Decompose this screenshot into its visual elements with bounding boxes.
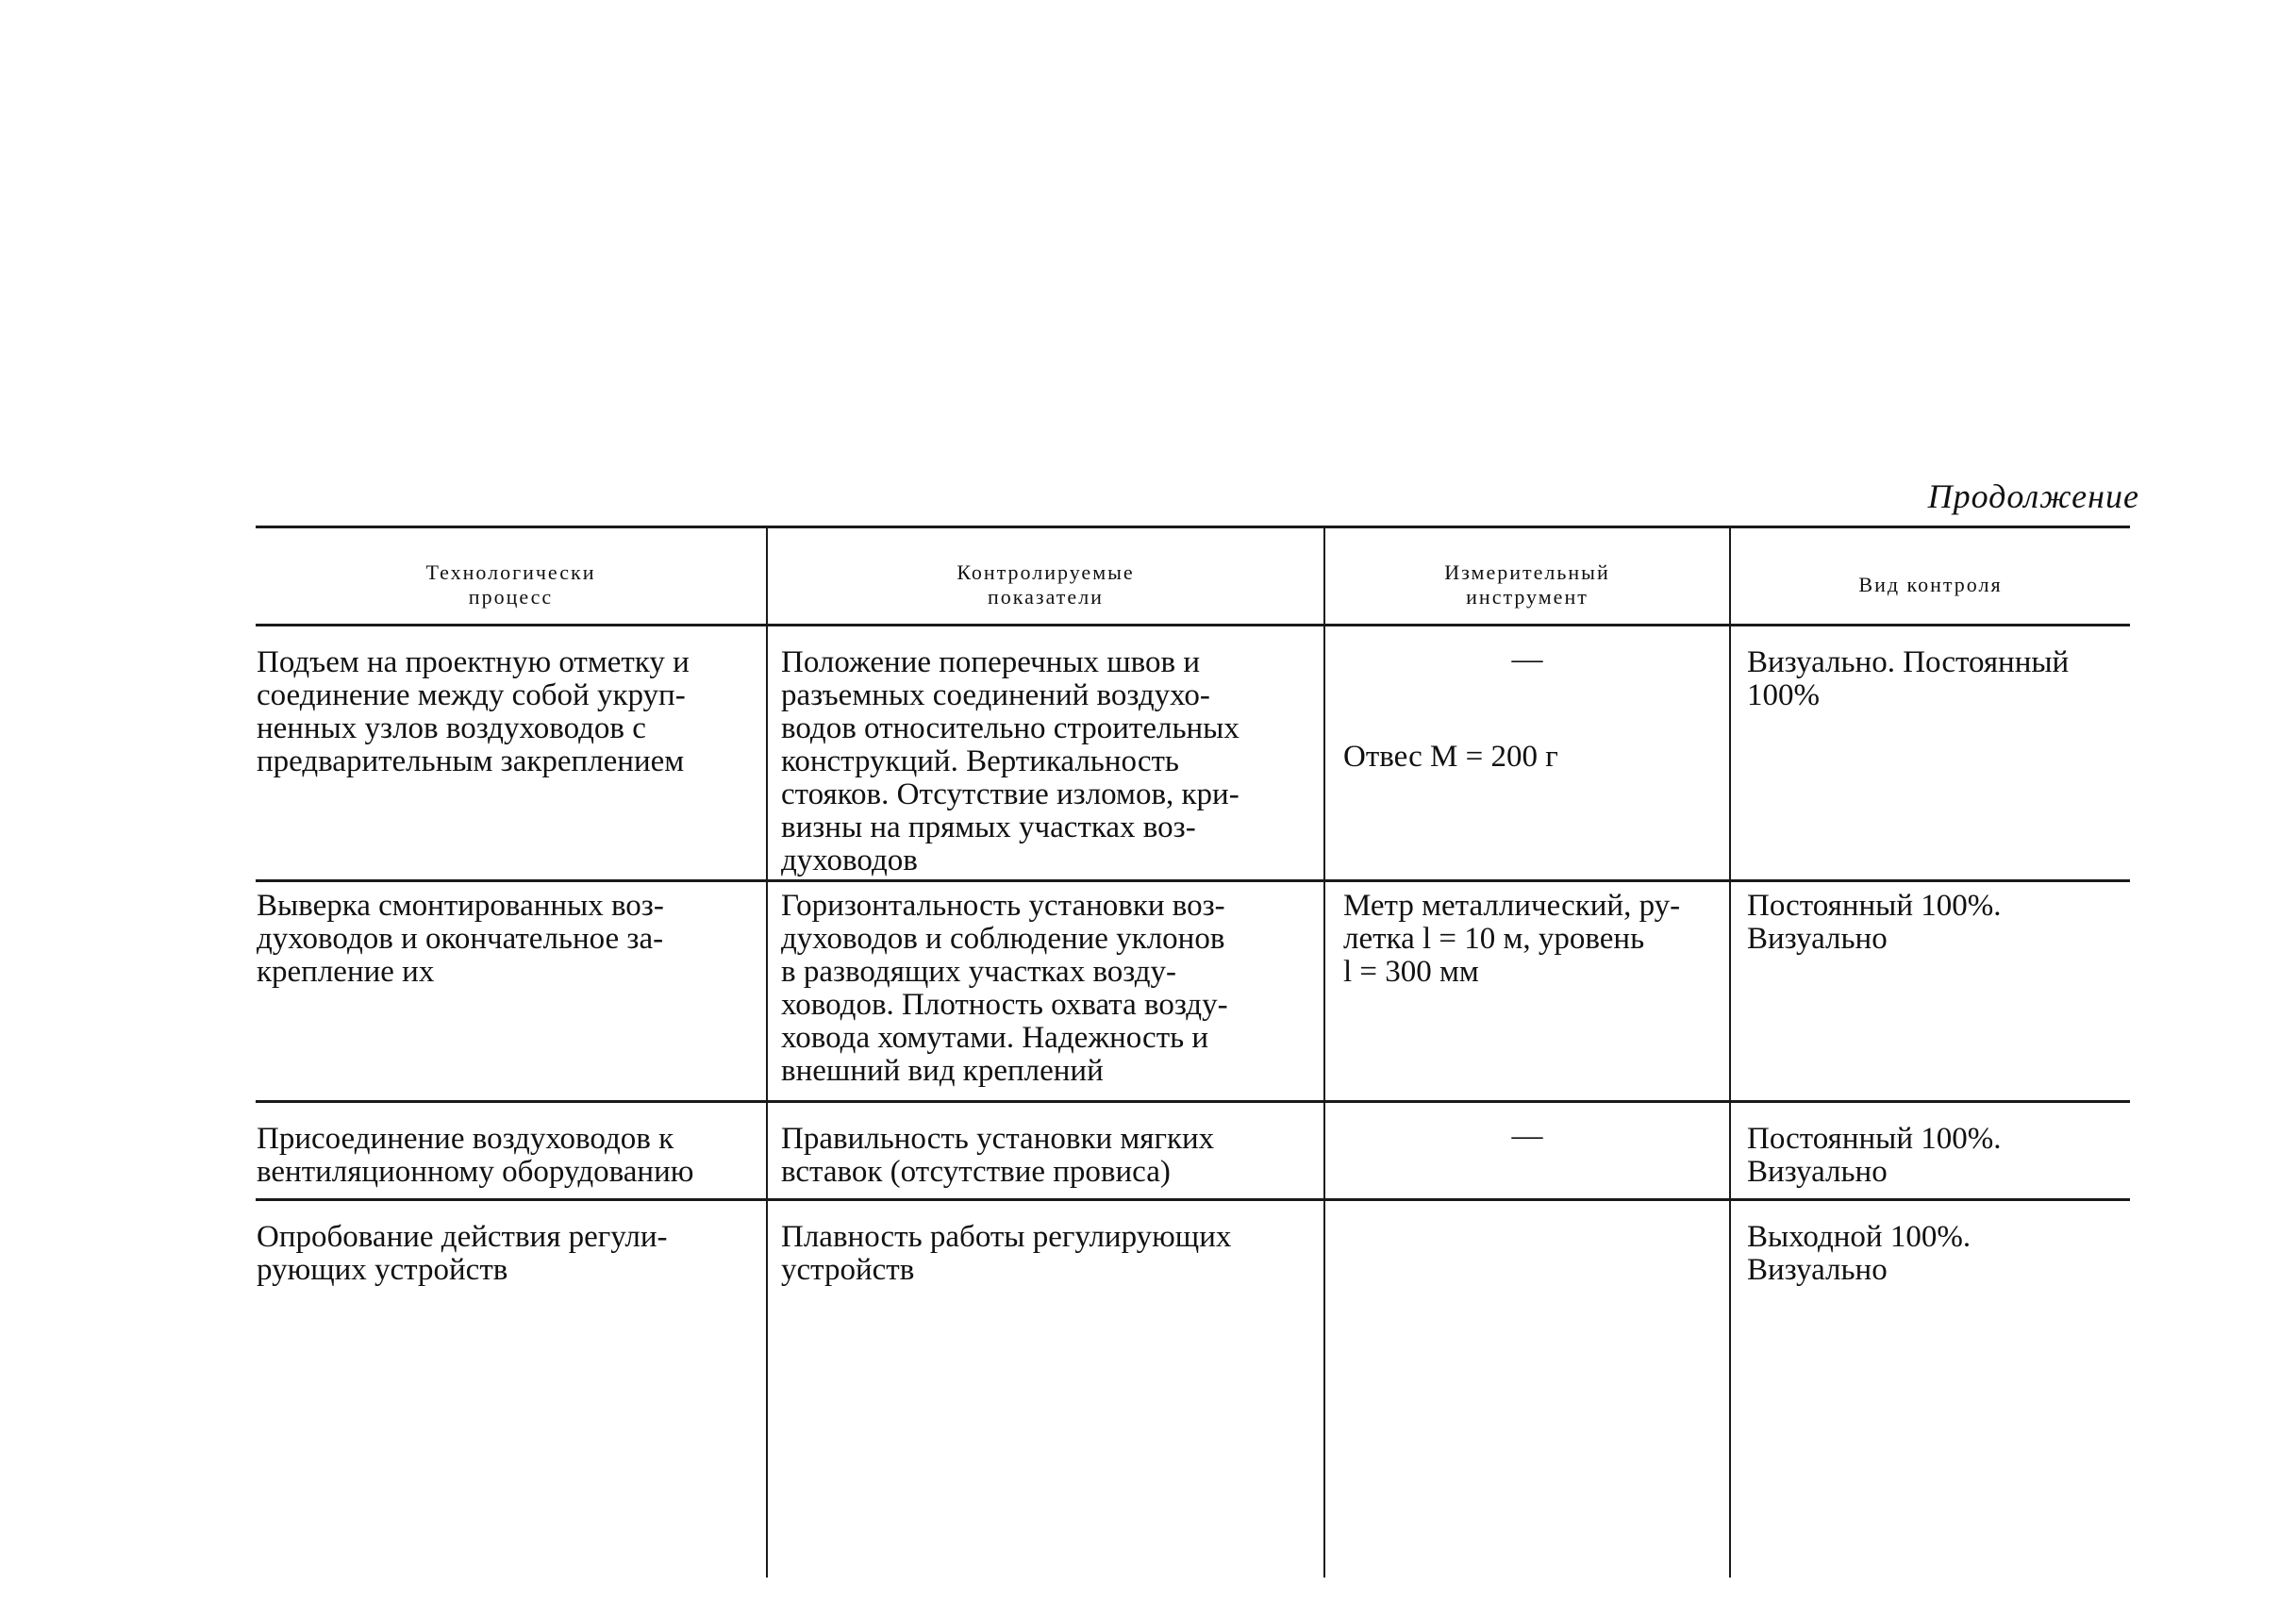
header-control-type: Вид контроля — [1858, 572, 2003, 596]
continuation-label: Продолжение — [1927, 477, 2139, 515]
row-4-indicators: Плавность работы регулирующих устройств — [781, 1220, 1232, 1287]
row-3-process: Присоединение воздуховодов к вентиляционному оборудованию — [257, 1122, 694, 1189]
row-2-process: Выверка смонтированных воз- духоводов и окончательное за- крепление их — [257, 889, 664, 989]
row-2-instrument: Метр металлический, ру- летка l = 10 м, уровень l = 300 мм — [1343, 889, 1681, 989]
table-top-rule — [256, 526, 2130, 528]
header-bottom-rule — [256, 624, 2130, 626]
row-1-control: Визуально. Постоянный 100% — [1747, 645, 2070, 712]
column-divider-1 — [766, 526, 768, 1578]
row-1-indicators: Положение поперечных швов и разъемных соединений воздухо- водов относительно строительных конструкций. Вертикальность стояков. Отсутствие изломов, кри- визны на прямых участках воз- духоводов — [781, 645, 1240, 877]
row-3-control: Постоянный 100%. Визуально — [1747, 1122, 2002, 1189]
row-3-instrument: — — [1511, 1119, 1543, 1153]
row-4-control: Выходной 100%. Визуально — [1747, 1220, 1972, 1287]
column-divider-3 — [1729, 526, 1731, 1578]
row-4-process: Опробование действия регули- рующих устройств — [257, 1220, 668, 1287]
row-2-control: Постоянный 100%. Визуально — [1747, 889, 2002, 956]
row-divider-3 — [256, 1198, 2130, 1201]
row-1-process: Подъем на проектную отметку и соединение между собой укруп- ненных узлов воздуховодов с предварительным закреплением — [257, 645, 690, 778]
column-divider-2 — [1323, 526, 1325, 1578]
row-1-instrument: Отвес М = 200 г — [1343, 740, 1558, 774]
row-divider-2 — [256, 1100, 2130, 1103]
row-1-instrument-dash: — — [1511, 643, 1543, 676]
header-instrument: Измерительный инструмент — [1444, 559, 1610, 609]
row-2-indicators: Горизонтальность установки воз- духоводов и соблюдение уклонов в разводящих участках возду- ховодов. Плотность охвата возду- ховода хомутами. Надежность и внешний вид креплений — [781, 889, 1228, 1088]
row-divider-1 — [256, 879, 2130, 882]
header-indicators: Контролируемые показатели — [957, 559, 1135, 609]
row-3-indicators: Правильность установки мягких вставок (отсутствие провиса) — [781, 1122, 1215, 1189]
header-process: Технологически процесс — [425, 559, 596, 609]
